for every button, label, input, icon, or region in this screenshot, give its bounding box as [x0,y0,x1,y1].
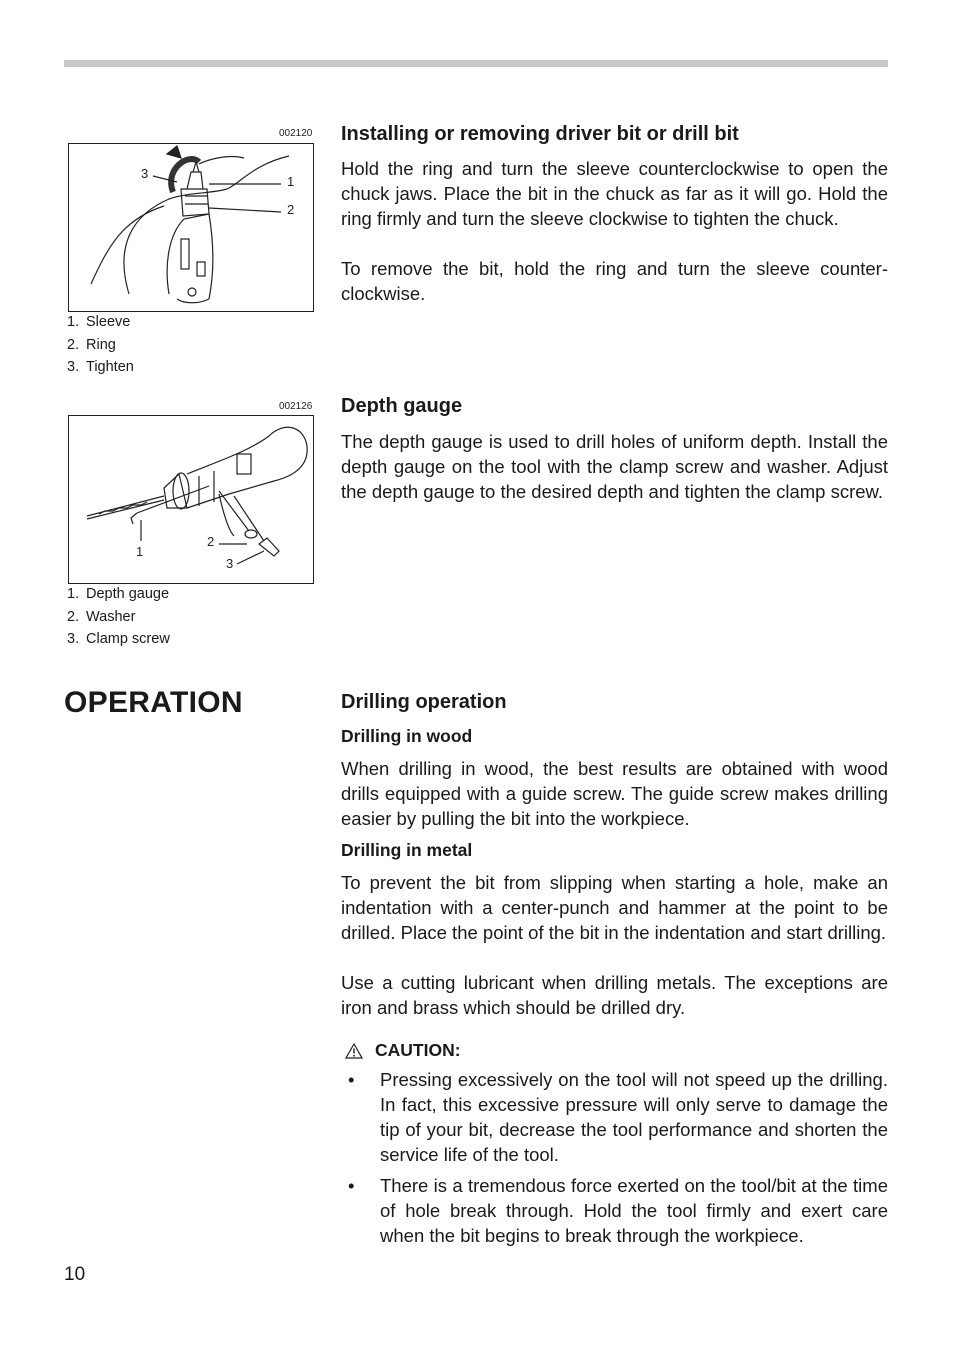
legend-item: 2. Ring [67,336,116,353]
bullet: • [348,1175,355,1196]
installing-paragraph-2: To remove the bit, hold the ring and turn the sleeve counter-clockwise. [341,258,888,304]
caution-item: • There is a tremendous force exerted on the tool/bit at the time of hole break through. Hold the tool firmly and exert care when the bit begins to break through the workpiece. [348,1175,888,1246]
section-heading-drilling-operation: Drilling operation [341,691,507,713]
caution-heading [345,1040,461,1061]
figure-code: 002126 [279,401,313,412]
installing-paragraph-1: Hold the ring and turn the sleeve counterclockwise to open the chuck jaws. Place the bit in the chuck as far as it will go. Hold the ring firmly and turn the sleeve clockwise to tighten the chuck. [341,158,888,229]
drill-chuck-drawing [69,144,315,313]
drilling-wood-paragraph: When drilling in wood, the best results are obtained with wood drills equipped with a guide screw. The guide screw makes drilling easier by pulling the bit into the workpiece. [341,758,888,829]
warning-triangle-icon [345,1043,363,1059]
caution-label: CAUTION: [375,1040,461,1060]
figure-depth-gauge-illustration [68,415,314,584]
bullet: • [348,1069,355,1090]
legend-item: 3. Tighten [67,359,134,375]
depth-gauge-paragraph: The depth gauge is used to drill holes of uniform depth. Install the depth gauge on the tool with the clamp screw and washer. Adjust the depth gauge to the desired depth and tighten the clamp screw. [341,431,888,502]
chapter-title: OPERATION [64,686,243,719]
callout-3: 3 [226,556,234,571]
legend-item: 2. Washer [67,608,136,625]
page-number: 10 [64,1264,86,1285]
figure-legend [67,583,170,651]
legend-item: 1. Sleeve [67,314,131,330]
drilling-metal-paragraph-2: Use a cutting lubricant when drilling metals. The exceptions are iron and brass which should be drilled dry. [341,972,888,1018]
callout-2: 2 [207,534,215,549]
figure-legend [67,311,134,379]
figure-code: 002120 [279,128,313,139]
figure-chuck-illustration [68,143,314,312]
caution-item: • Pressing excessively on the tool will not speed up the drilling. In fact, this excessive pressure will only serve to damage the tip of your bit, decrease the tool performance and shorten the service life of the tool. [348,1069,888,1165]
subheading-drilling-metal: Drilling in metal [341,840,473,860]
callout-2: 2 [287,202,295,217]
section-heading-depth-gauge: Depth gauge [341,395,463,417]
drilling-metal-paragraph-1: To prevent the bit from slipping when starting a hole, make an indentation with a center-punch and hammer at the point to be drilled. Place the point of the bit in the indentation and start drilling. [341,872,888,943]
top-rule [64,60,888,67]
subheading-drilling-wood: Drilling in wood [341,726,473,746]
caution-list [341,1067,888,1254]
callout-3: 3 [141,166,149,181]
callout-1: 1 [287,174,295,189]
section-heading-installing: Installing or removing driver bit or drill bit [341,123,739,145]
legend-item: 3. Clamp screw [67,631,170,647]
legend-item: 1. Depth gauge [67,586,170,602]
callout-1: 1 [136,544,144,559]
drill-depth-gauge-drawing [69,416,315,585]
